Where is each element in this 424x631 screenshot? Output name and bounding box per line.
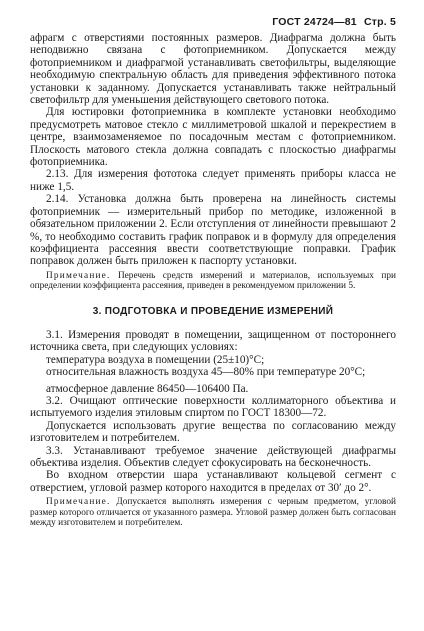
note-instruments — [30, 271, 396, 292]
paragraph-substitutes: Допускается использовать другие вещества по согласованию между изготовителем и потребителем. — [30, 419, 396, 445]
paragraph-2-13: 2.13. Для измерения фототока следует применять приборы класса не ниже 1,5. — [30, 168, 396, 193]
section-title: 3. ПОДГОТОВКА И ПРОВЕДЕНИЕ ИЗМЕРЕНИЙ — [92, 305, 334, 317]
note-text: Допускается выполнять измерения с черным предметом, угловой размер которого отличается от указанного размера. Угловой размер должен быть согласован между изготовителем и потребителем. — [30, 497, 396, 529]
paragraph-3-3: 3.3. Устанавливают требуемое значение действующей диафрагмы объектива изделия. Объектив следует сфокусировать на бесконечность. — [30, 444, 396, 469]
standard-number: ГОСТ 24724—81 — [272, 16, 357, 28]
paragraph-ring-segment: Во входном отверстии шара устанавливают кольцевой сегмент с отверстием, угловой размер которого находится в пределах от 30′ до 2°. — [30, 469, 396, 494]
paragraph-3-2: 3.2. Очищают оптические поверхности коллиматорного объектива и испытуемого изделия этиловым спиртом по ГОСТ 18300—72. — [30, 394, 396, 420]
paragraph-2-14: 2.14. Установка должна быть проверена на линейность системы фотоприемник — измерительный прибор по методике, изложенной в обязательном приложении 2. Если отступления от линейности превышают 2 %, то необходимо составить график поправок и в формулу для определения коэффициента рассеяния ввести соответствующие поправки. График поправок должен быть приложен к паспорту установки. — [30, 193, 396, 268]
page-number: Стр. 5 — [363, 16, 396, 28]
condition-pressure: атмосферное давление 86450—106400 Па. — [46, 382, 249, 395]
note-label: Примечание. — [46, 270, 111, 281]
paragraph-alignment: Для юстировки фотоприемника в комплекте установки необходимо предусмотреть матовое стекло с миллиметровой шкалой и перекрестием в центре, взаимозаменяемое по посадочным местам с фотоприемником. Плоскость матового стекла должна совпадать с плоскостью диафрагмы фотоприемника. — [30, 106, 396, 169]
note-text: Перечень средств измерений и материалов, используемых при определении коэффициента рассеяния, приведен в рекомендуемом приложении 5. — [30, 270, 396, 292]
paragraph-3-1: 3.1. Измерения проводят в помещении, защищенном от постороннего источника света, при следующих условиях: — [30, 328, 396, 354]
paragraph-diaphragm: афрагм с отверстиями постоянных размеров. Диафрагма должна быть неподвижно связана с фотоприемником. Допускается между фотоприемником и диафрагмой устанавливать светофильтры, выделяющие необходимую спектральную область для приведения эффективного потока установки к заданному. Допускается устанавливать также нейтральный светофильтр для уменьшения действующего светового потока. — [30, 32, 396, 107]
page-header — [30, 14, 396, 30]
condition-temperature: температура воздуха в помещении (25±10)°С; — [46, 353, 265, 366]
note-label: Примечание. — [46, 497, 111, 508]
note-black-object — [30, 497, 396, 529]
document-page — [30, 14, 396, 529]
condition-humidity: относительная влажность воздуха 45—80% при температуре 20°С; — [46, 366, 366, 379]
